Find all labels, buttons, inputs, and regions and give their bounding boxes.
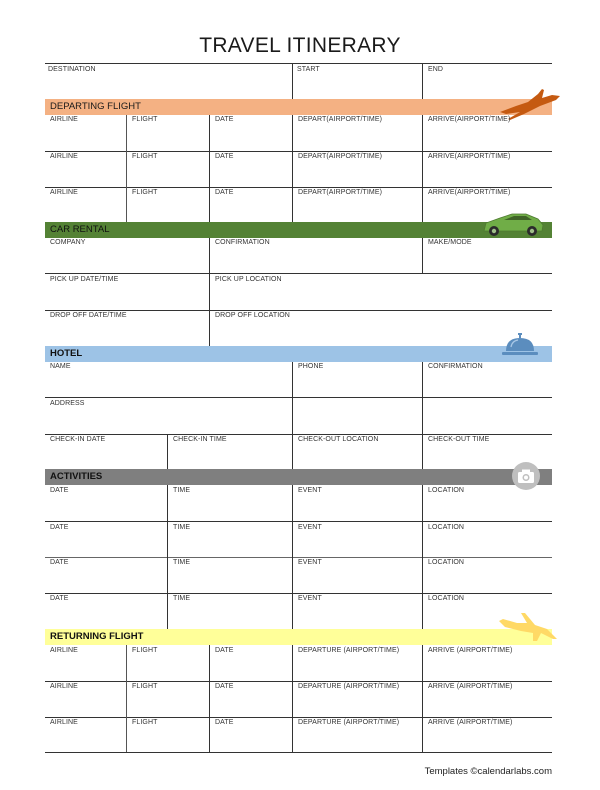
divider (45, 521, 552, 522)
activity-event-field[interactable]: EVENT (298, 559, 322, 566)
divider (422, 485, 423, 629)
divider (292, 485, 293, 629)
divider (292, 63, 293, 100)
hotel-name-field[interactable]: NAME (50, 363, 71, 370)
activity-location-field[interactable]: LOCATION (428, 487, 465, 494)
section-title: CAR RENTAL (50, 224, 110, 235)
end-field[interactable]: END (428, 66, 444, 73)
departure-field[interactable]: DEPARTURE (AIRPORT/TIME) (298, 683, 400, 690)
divider (45, 752, 552, 753)
arrive-field[interactable]: ARRIVE(AIRPORT/TIME) (428, 116, 511, 123)
flight-field[interactable]: FLIGHT (132, 153, 158, 160)
arrive-field[interactable]: ARRIVE(AIRPORT/TIME) (428, 189, 511, 196)
pickup-location-field[interactable]: PICK UP LOCATION (215, 276, 282, 283)
depart-field[interactable]: DEPART(AIRPORT/TIME) (298, 189, 383, 196)
arrive-field[interactable]: ARRIVE (AIRPORT/TIME) (428, 647, 513, 654)
arrive-field[interactable]: ARRIVE (AIRPORT/TIME) (428, 719, 513, 726)
hotel-confirmation-field[interactable]: CONFIRMATION (428, 363, 483, 370)
dropoff-datetime-field[interactable]: DROP OFF DATE/TIME (50, 312, 127, 319)
divider (45, 681, 552, 682)
divider (126, 115, 127, 223)
car-rental-header (45, 222, 552, 238)
flight-field[interactable]: FLIGHT (132, 683, 158, 690)
divider (45, 434, 552, 435)
checkin-time-field[interactable]: CHECK-IN TIME (173, 436, 227, 443)
airline-field[interactable]: AIRLINE (50, 153, 78, 160)
depart-field[interactable]: DEPART(AIRPORT/TIME) (298, 153, 383, 160)
activity-time-field[interactable]: TIME (173, 559, 191, 566)
divider (45, 717, 552, 718)
flight-field[interactable]: FLIGHT (132, 116, 158, 123)
activity-time-field[interactable]: TIME (173, 487, 191, 494)
page-title: TRAVEL ITINERARY (199, 34, 401, 57)
make-model-field[interactable]: MAKE/MODE (428, 239, 472, 246)
activity-event-field[interactable]: EVENT (298, 524, 322, 531)
divider (45, 187, 552, 188)
departing-flight-header (45, 99, 552, 115)
divider (422, 115, 423, 223)
date-field[interactable]: DATE (215, 647, 234, 654)
depart-field[interactable]: DEPART(AIRPORT/TIME) (298, 116, 383, 123)
checkout-time-field[interactable]: CHECK-OUT TIME (428, 436, 490, 443)
returning-flight-header (45, 629, 552, 645)
airline-field[interactable]: AIRLINE (50, 719, 78, 726)
footer-credit: Templates ©calendarlabs.com (424, 766, 552, 777)
divider (422, 238, 423, 273)
divider (167, 485, 168, 629)
divider (292, 645, 293, 752)
activity-date-field[interactable]: DATE (50, 559, 69, 566)
confirmation-field[interactable]: CONFIRMATION (215, 239, 270, 246)
activity-time-field[interactable]: TIME (173, 595, 191, 602)
section-title: DEPARTING FLIGHT (50, 101, 141, 112)
section-title: HOTEL (50, 348, 83, 359)
divider (126, 645, 127, 752)
airplane-icon (497, 611, 559, 647)
phone-field[interactable]: PHONE (298, 363, 324, 370)
activities-header (45, 469, 552, 485)
departure-field[interactable]: DEPARTURE (AIRPORT/TIME) (298, 719, 400, 726)
dropoff-location-field[interactable]: DROP OFF LOCATION (215, 312, 290, 319)
activity-date-field[interactable]: DATE (50, 487, 69, 494)
date-field[interactable]: DATE (215, 683, 234, 690)
checkout-location-field[interactable]: CHECK-OUT LOCATION (298, 436, 379, 443)
flight-field[interactable]: FLIGHT (132, 189, 158, 196)
service-bell-icon (501, 333, 539, 357)
airline-field[interactable]: AIRLINE (50, 647, 78, 654)
divider (209, 645, 210, 752)
car-icon (482, 211, 544, 238)
activity-event-field[interactable]: EVENT (298, 595, 322, 602)
activity-location-field[interactable]: LOCATION (428, 524, 465, 531)
airline-field[interactable]: AIRLINE (50, 683, 78, 690)
divider (422, 362, 423, 469)
arrive-field[interactable]: ARRIVE(AIRPORT/TIME) (428, 153, 511, 160)
date-field[interactable]: DATE (215, 116, 234, 123)
divider (292, 362, 293, 469)
divider (45, 273, 552, 274)
address-field[interactable]: ADDRESS (50, 400, 85, 407)
activity-location-field[interactable]: LOCATION (428, 559, 465, 566)
activity-date-field[interactable]: DATE (50, 524, 69, 531)
divider (45, 151, 552, 152)
divider (422, 63, 423, 100)
divider (167, 434, 168, 469)
activity-date-field[interactable]: DATE (50, 595, 69, 602)
departure-field[interactable]: DEPARTURE (AIRPORT/TIME) (298, 647, 400, 654)
hotel-header (45, 346, 552, 362)
pickup-datetime-field[interactable]: PICK UP DATE/TIME (50, 276, 119, 283)
destination-field[interactable]: DESTINATION (48, 66, 96, 73)
section-title: RETURNING FLIGHT (50, 631, 144, 642)
divider (209, 238, 210, 346)
airline-field[interactable]: AIRLINE (50, 189, 78, 196)
checkin-date-field[interactable]: CHECK-IN DATE (50, 436, 106, 443)
flight-field[interactable]: FLIGHT (132, 719, 158, 726)
activity-event-field[interactable]: EVENT (298, 487, 322, 494)
divider (45, 557, 552, 558)
divider (45, 593, 552, 594)
camera-icon (511, 461, 541, 491)
date-field[interactable]: DATE (215, 719, 234, 726)
divider (45, 310, 552, 311)
flight-field[interactable]: FLIGHT (132, 647, 158, 654)
company-field[interactable]: COMPANY (50, 239, 86, 246)
airline-field[interactable]: AIRLINE (50, 116, 78, 123)
activity-location-field[interactable]: LOCATION (428, 595, 465, 602)
divider (209, 115, 210, 223)
divider (45, 63, 552, 64)
activity-time-field[interactable]: TIME (173, 524, 191, 531)
start-field[interactable]: START (297, 66, 320, 73)
section-title: ACTIVITIES (50, 471, 103, 482)
date-field[interactable]: DATE (215, 189, 234, 196)
divider (45, 397, 552, 398)
divider (292, 115, 293, 223)
divider (422, 645, 423, 752)
arrive-field[interactable]: ARRIVE (AIRPORT/TIME) (428, 683, 513, 690)
date-field[interactable]: DATE (215, 153, 234, 160)
